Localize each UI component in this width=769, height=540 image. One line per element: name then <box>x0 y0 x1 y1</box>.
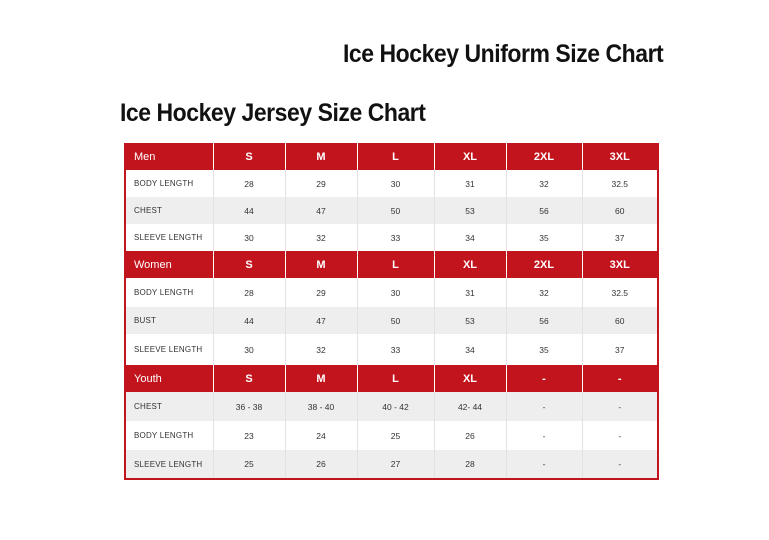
jersey-chart-title: Ice Hockey Jersey Size Chart <box>120 99 426 127</box>
table-cell: 32 <box>506 170 582 197</box>
table-cell: 37 <box>582 224 658 251</box>
table-row <box>125 170 658 197</box>
table-cell: 33 <box>357 224 434 251</box>
table-cell: 30 <box>213 334 285 365</box>
table-cell: 26 <box>434 421 506 450</box>
table-cell: 34 <box>434 334 506 365</box>
table-cell: 44 <box>213 197 285 224</box>
table-cell: 53 <box>434 307 506 334</box>
table-cell: 37 <box>582 334 658 365</box>
section-label: Men <box>125 143 213 170</box>
table-cell: 30 <box>357 170 434 197</box>
size-header: S <box>213 365 285 392</box>
size-header: L <box>357 365 434 392</box>
row-label: CHEST <box>125 197 213 224</box>
size-header: S <box>213 251 285 278</box>
size-header: 2XL <box>506 251 582 278</box>
table-cell: 35 <box>506 334 582 365</box>
table-row <box>125 334 658 365</box>
table-cell: 32.5 <box>582 170 658 197</box>
table-row <box>125 392 658 421</box>
table-cell: - <box>582 450 658 479</box>
table-cell: 23 <box>213 421 285 450</box>
table-cell: 60 <box>582 307 658 334</box>
table-cell: 31 <box>434 278 506 307</box>
table-cell: 50 <box>357 307 434 334</box>
table-cell: 34 <box>434 224 506 251</box>
section-header-women <box>125 251 658 278</box>
table-cell: 44 <box>213 307 285 334</box>
row-label: BODY LENGTH <box>125 170 213 197</box>
size-header: XL <box>434 251 506 278</box>
table-cell: 47 <box>285 197 357 224</box>
table-cell: 35 <box>506 224 582 251</box>
table-cell: 29 <box>285 170 357 197</box>
section-header-youth <box>125 365 658 392</box>
table-cell: 33 <box>357 334 434 365</box>
table-cell: 24 <box>285 421 357 450</box>
size-header: 3XL <box>582 251 658 278</box>
table-cell: 32 <box>506 278 582 307</box>
table-cell: 56 <box>506 307 582 334</box>
size-header: S <box>213 143 285 170</box>
table-row <box>125 224 658 251</box>
table-cell: 53 <box>434 197 506 224</box>
row-label: SLEEVE LENGTH <box>125 450 213 479</box>
table-cell: 32 <box>285 334 357 365</box>
size-header: 3XL <box>582 143 658 170</box>
table-cell: 27 <box>357 450 434 479</box>
table-cell: 28 <box>213 278 285 307</box>
table-cell: - <box>506 421 582 450</box>
table-cell: 31 <box>434 170 506 197</box>
table-cell: 60 <box>582 197 658 224</box>
section-label: Women <box>125 251 213 278</box>
table-row <box>125 278 658 307</box>
size-header: L <box>357 251 434 278</box>
row-label: SLEEVE LENGTH <box>125 224 213 251</box>
section-header-men <box>125 143 658 170</box>
page-title: Ice Hockey Uniform Size Chart <box>343 40 664 68</box>
table-cell: 32 <box>285 224 357 251</box>
table-row <box>125 450 658 479</box>
table-cell: 29 <box>285 278 357 307</box>
row-label: BODY LENGTH <box>125 278 213 307</box>
size-header: - <box>506 365 582 392</box>
table-cell: 56 <box>506 197 582 224</box>
table-cell: - <box>582 392 658 421</box>
table-cell: 25 <box>213 450 285 479</box>
size-header: M <box>285 365 357 392</box>
table-cell: - <box>582 421 658 450</box>
table-cell: - <box>506 450 582 479</box>
size-header: - <box>582 365 658 392</box>
size-header: L <box>357 143 434 170</box>
table-cell: 42- 44 <box>434 392 506 421</box>
table-cell: 30 <box>357 278 434 307</box>
table-cell: 40 - 42 <box>357 392 434 421</box>
size-header: XL <box>434 365 506 392</box>
table-cell: 32.5 <box>582 278 658 307</box>
section-label: Youth <box>125 365 213 392</box>
table-cell: 28 <box>434 450 506 479</box>
table-cell: 50 <box>357 197 434 224</box>
jersey-size-table <box>124 143 659 480</box>
table-cell: 26 <box>285 450 357 479</box>
table-cell: 36 - 38 <box>213 392 285 421</box>
row-label: BODY LENGTH <box>125 421 213 450</box>
table-cell: - <box>506 392 582 421</box>
table-cell: 25 <box>357 421 434 450</box>
size-header: 2XL <box>506 143 582 170</box>
table-cell: 30 <box>213 224 285 251</box>
table-row <box>125 307 658 334</box>
table-cell: 28 <box>213 170 285 197</box>
table-row <box>125 421 658 450</box>
table-row <box>125 197 658 224</box>
size-header: M <box>285 143 357 170</box>
size-header: XL <box>434 143 506 170</box>
size-header: M <box>285 251 357 278</box>
table-cell: 38 - 40 <box>285 392 357 421</box>
row-label: BUST <box>125 307 213 334</box>
table-cell: 47 <box>285 307 357 334</box>
row-label: SLEEVE LENGTH <box>125 334 213 365</box>
row-label: CHEST <box>125 392 213 421</box>
